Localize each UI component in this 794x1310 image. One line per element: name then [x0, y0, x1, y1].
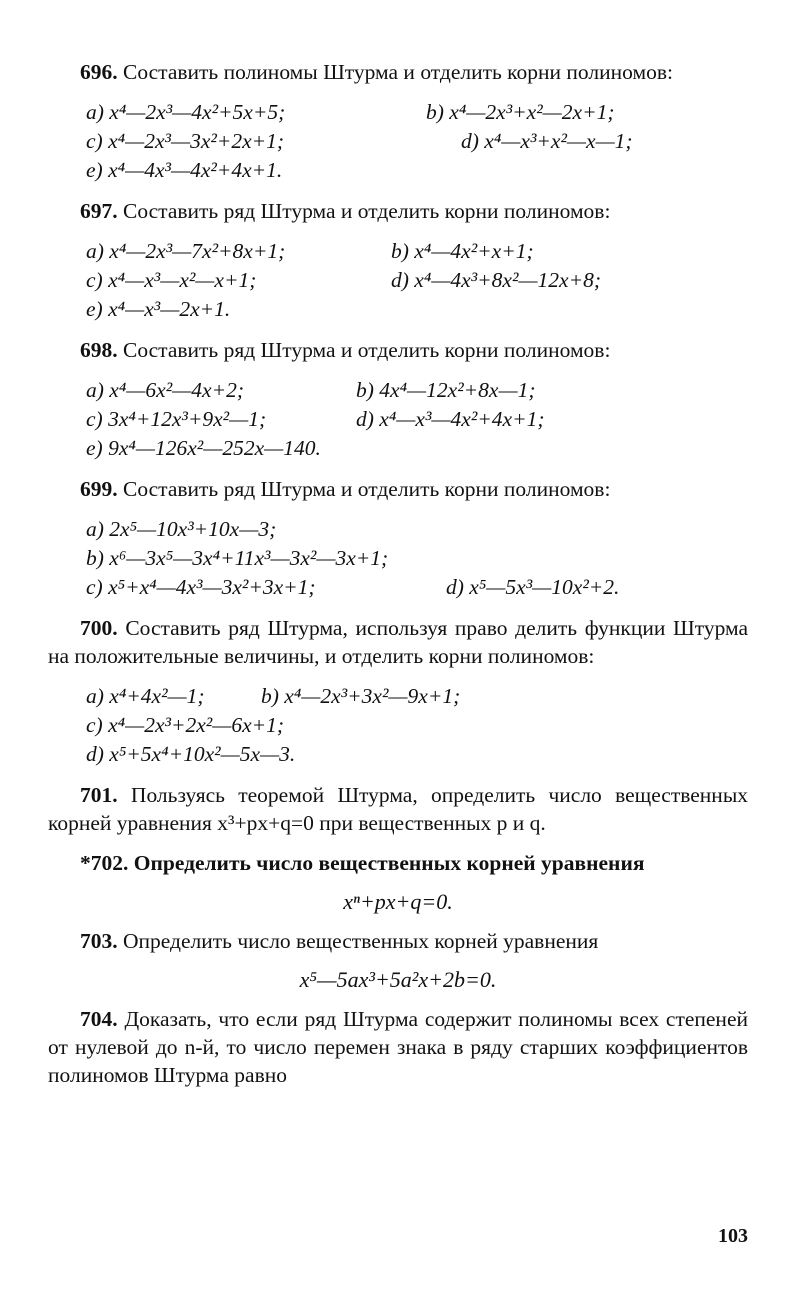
item-d: d) x⁵+5x⁴+10x²—5x—3.	[86, 742, 296, 766]
polynomial-list	[86, 237, 748, 324]
item-a: a) x⁴+4x²—1;	[86, 684, 205, 708]
problem-number: 697.	[80, 199, 118, 223]
problem-703	[48, 927, 748, 995]
problem-number: 696.	[80, 60, 118, 84]
item-b: b) x⁴—4x²+x+1;	[391, 239, 534, 263]
page-number: 103	[718, 1225, 748, 1247]
item-c: c) x⁴—x³—x²—x+1;	[86, 268, 257, 292]
item-a: a) x⁴—2x³—4x²+5x+5;	[86, 100, 286, 124]
problem-696	[48, 58, 748, 185]
item-b: b) x⁴—2x³+3x²—9x+1;	[261, 684, 461, 708]
item-b: b) 4x⁴—12x²+8x—1;	[356, 378, 536, 402]
equation: x⁵—5ax³+5a²x+2b=0.	[299, 967, 497, 992]
item-d: d) x⁴—x³—4x²+4x+1;	[356, 407, 545, 431]
problem-702	[48, 849, 748, 917]
item-c: c) x⁴—2x³+2x²—6x+1;	[86, 713, 285, 737]
item-d: d) x⁵—5x³—10x²+2.	[446, 575, 620, 599]
page-content	[48, 58, 748, 1101]
item-a: a) x⁴—6x²—4x+2;	[86, 378, 244, 402]
problem-number: 698.	[80, 338, 118, 362]
problem-number: *702.	[80, 851, 129, 875]
problem-text: Пользуясь теоремой Штурма, определить число вещественных корней уравнения x³+px+q=0 при вещественных p и q.	[48, 783, 749, 835]
problem-700	[48, 614, 748, 769]
problem-697	[48, 197, 748, 324]
polynomial-list	[86, 515, 748, 602]
problem-text: Составить полиномы Штурма и отделить корни полиномов:	[123, 60, 673, 84]
polynomial-list	[86, 98, 748, 185]
problem-text: Составить ряд Штурма, используя право делить функции Штурма на положительные величины, и отделить корни полиномов:	[48, 616, 749, 668]
problem-number: 700.	[80, 616, 118, 640]
problem-text: Доказать, что если ряд Штурма содержит полиномы всех степеней от нулевой до n-й, то число перемен знака в ряду старших коэффициентов полиномов Штурма равно	[48, 1007, 748, 1087]
problem-text: Составить ряд Штурма и отделить корни полиномов:	[123, 338, 611, 362]
item-c: c) 3x⁴+12x³+9x²—1;	[86, 407, 267, 431]
problem-number: 704.	[80, 1007, 118, 1031]
problem-text: Составить ряд Штурма и отделить корни полиномов:	[123, 477, 611, 501]
item-e: e) x⁴—4x³—4x²+4x+1.	[86, 158, 283, 182]
polynomial-list	[86, 682, 748, 769]
item-e: e) x⁴—x³—2x+1.	[86, 297, 231, 321]
item-a: a) 2x⁵—10x³+10x—3;	[86, 517, 277, 541]
problem-text: Определить число вещественных корней уравнения	[123, 929, 599, 953]
item-a: a) x⁴—2x³—7x²+8x+1;	[86, 239, 286, 263]
item-c: c) x⁵+x⁴—4x³—3x²+3x+1;	[86, 575, 316, 599]
problem-text: Определить число вещественных корней уравнения	[133, 851, 645, 875]
polynomial-list	[86, 376, 748, 463]
item-b: b) x⁴—2x³+x²—2x+1;	[426, 100, 615, 124]
problem-704	[48, 1005, 748, 1089]
problem-text: Составить ряд Штурма и отделить корни полиномов:	[123, 199, 611, 223]
problem-698	[48, 336, 748, 463]
item-b: b) x⁶—3x⁵—3x⁴+11x³—3x²—3x+1;	[86, 546, 389, 570]
problem-701	[48, 781, 748, 837]
item-d: d) x⁴—4x³+8x²—12x+8;	[391, 268, 601, 292]
problem-number: 703.	[80, 929, 118, 953]
item-d: d) x⁴—x³+x²—x—1;	[461, 129, 633, 153]
problem-699	[48, 475, 748, 602]
item-e: e) 9x⁴—126x²—252x—140.	[86, 436, 321, 460]
item-c: c) x⁴—2x³—3x²+2x+1;	[86, 129, 285, 153]
equation: xⁿ+px+q=0.	[343, 889, 453, 914]
problem-number: 699.	[80, 477, 118, 501]
problem-number: 701.	[80, 783, 118, 807]
